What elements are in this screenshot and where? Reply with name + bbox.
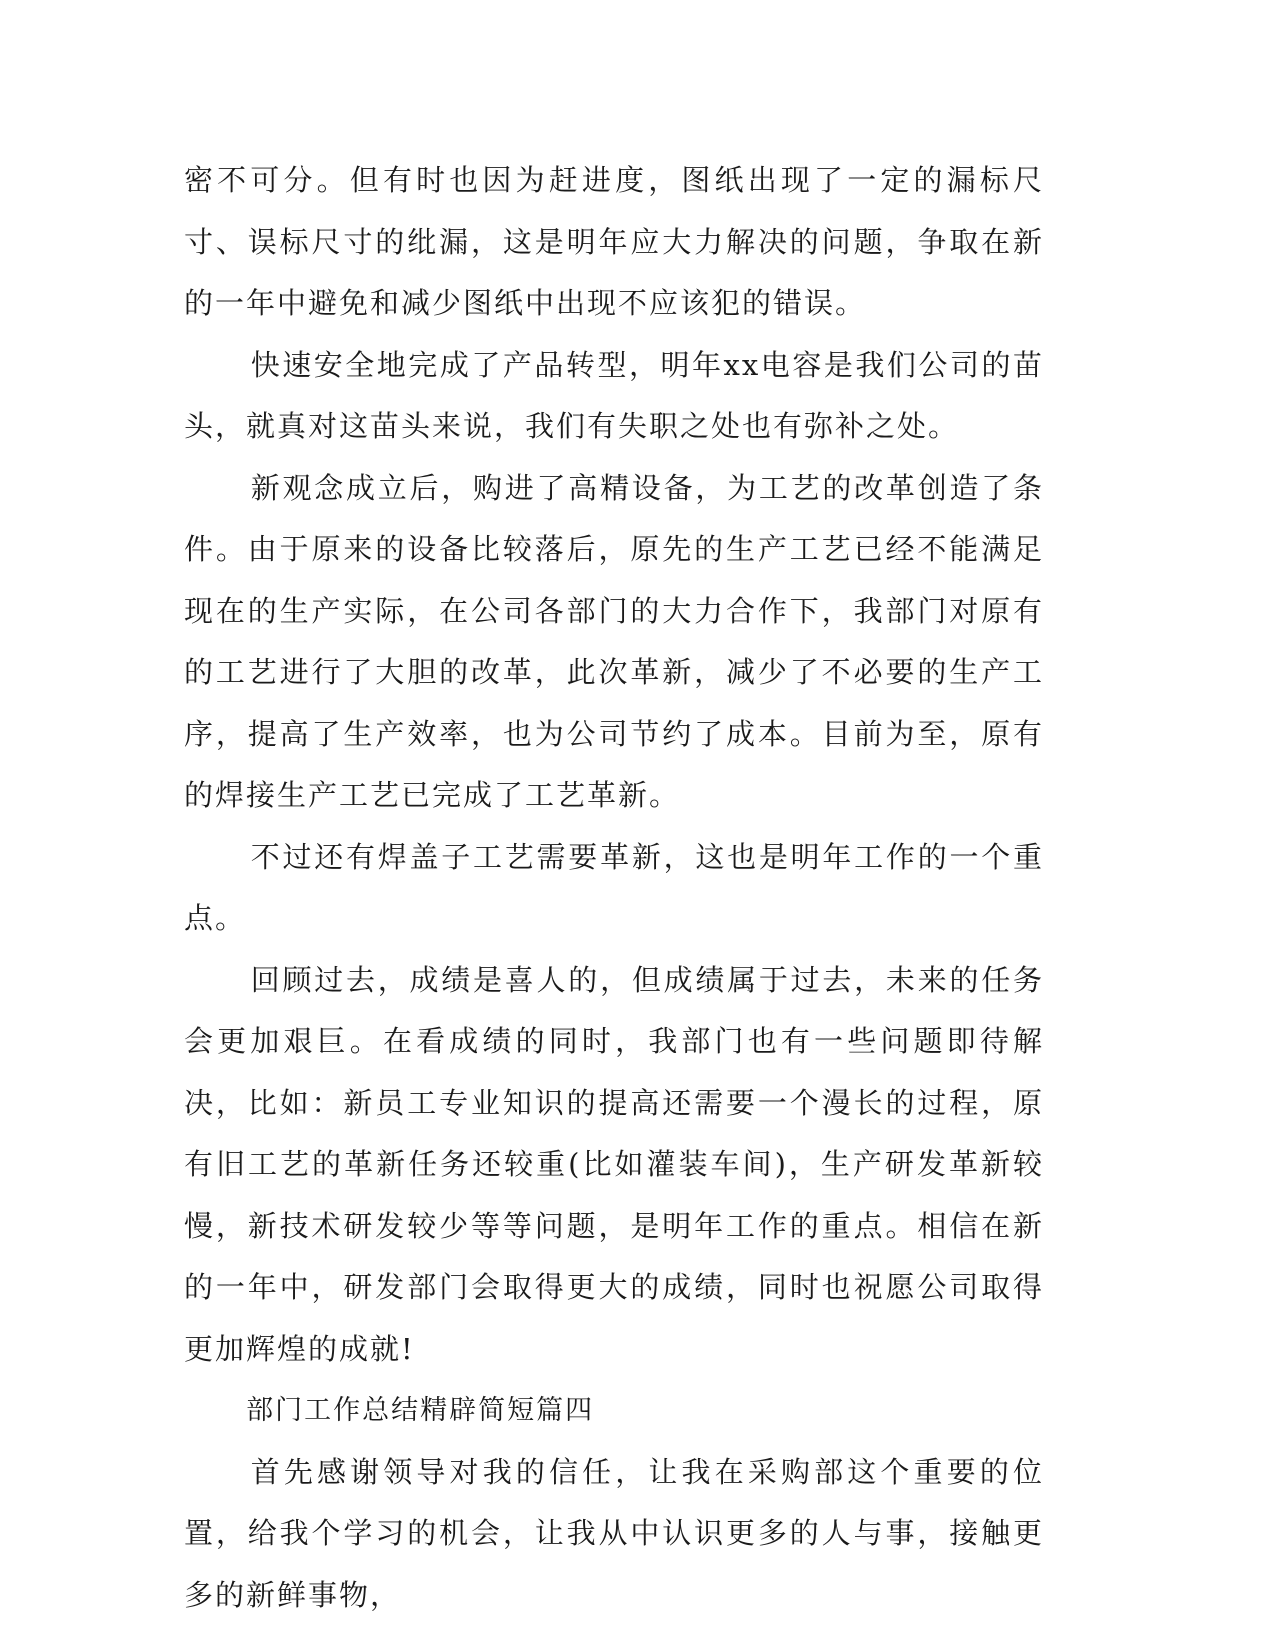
section-heading: 部门工作总结精辟简短篇四 — [246, 1395, 595, 1426]
paragraph-6: 首先感谢领导对我的信任，让我在采购部这个重要的位置，给我个学习的机会，让我从中认识更多的人与事，接触更多的新鲜事物， — [184, 1454, 1044, 1612]
paragraph-4: 不过还有焊盖子工艺需要革新，这也是明年工作的一个重点。 — [184, 839, 1044, 935]
paragraph-5: 回顾过去，成绩是喜人的，但成绩属于过去，未来的任务会更加艰巨。在看成绩的同时，我部门也有一些问题即待解决，比如：新员工专业知识的提高还需要一个漫长的过程，原有旧工艺的革新任务还较重(比如灌装车间)，生产研发革新较慢，新技术研发较少等等问题，是明年工作的重点。相信在新的一年中，研发部门会取得更大的成绩，同时也祝愿公司取得更加辉煌的成就! — [184, 962, 1044, 1366]
paragraph-2: 快速安全地完成了产品转型，明年xx电容是我们公司的苗头，就真对这苗头来说，我们有失职之处也有弥补之处。 — [184, 347, 1044, 443]
paragraph-3: 新观念成立后，购进了高精设备，为工艺的改革创造了条件。由于原来的设备比较落后，原先的生产工艺已经不能满足现在的生产实际，在公司各部门的大力合作下，我部门对原有的工艺进行了大胆的改革，此次革新，减少了不必要的生产工序，提高了生产效率，也为公司节约了成本。目前为至，原有的焊接生产工艺已完成了工艺革新。 — [184, 470, 1044, 812]
document-body — [184, 150, 1044, 1626]
paragraph-1: 密不可分。但有时也因为赶进度，图纸出现了一定的漏标尺寸、误标尺寸的纰漏，这是明年应大力解决的问题，争取在新的一年中避免和减少图纸中出现不应该犯的错误。 — [184, 163, 1044, 320]
